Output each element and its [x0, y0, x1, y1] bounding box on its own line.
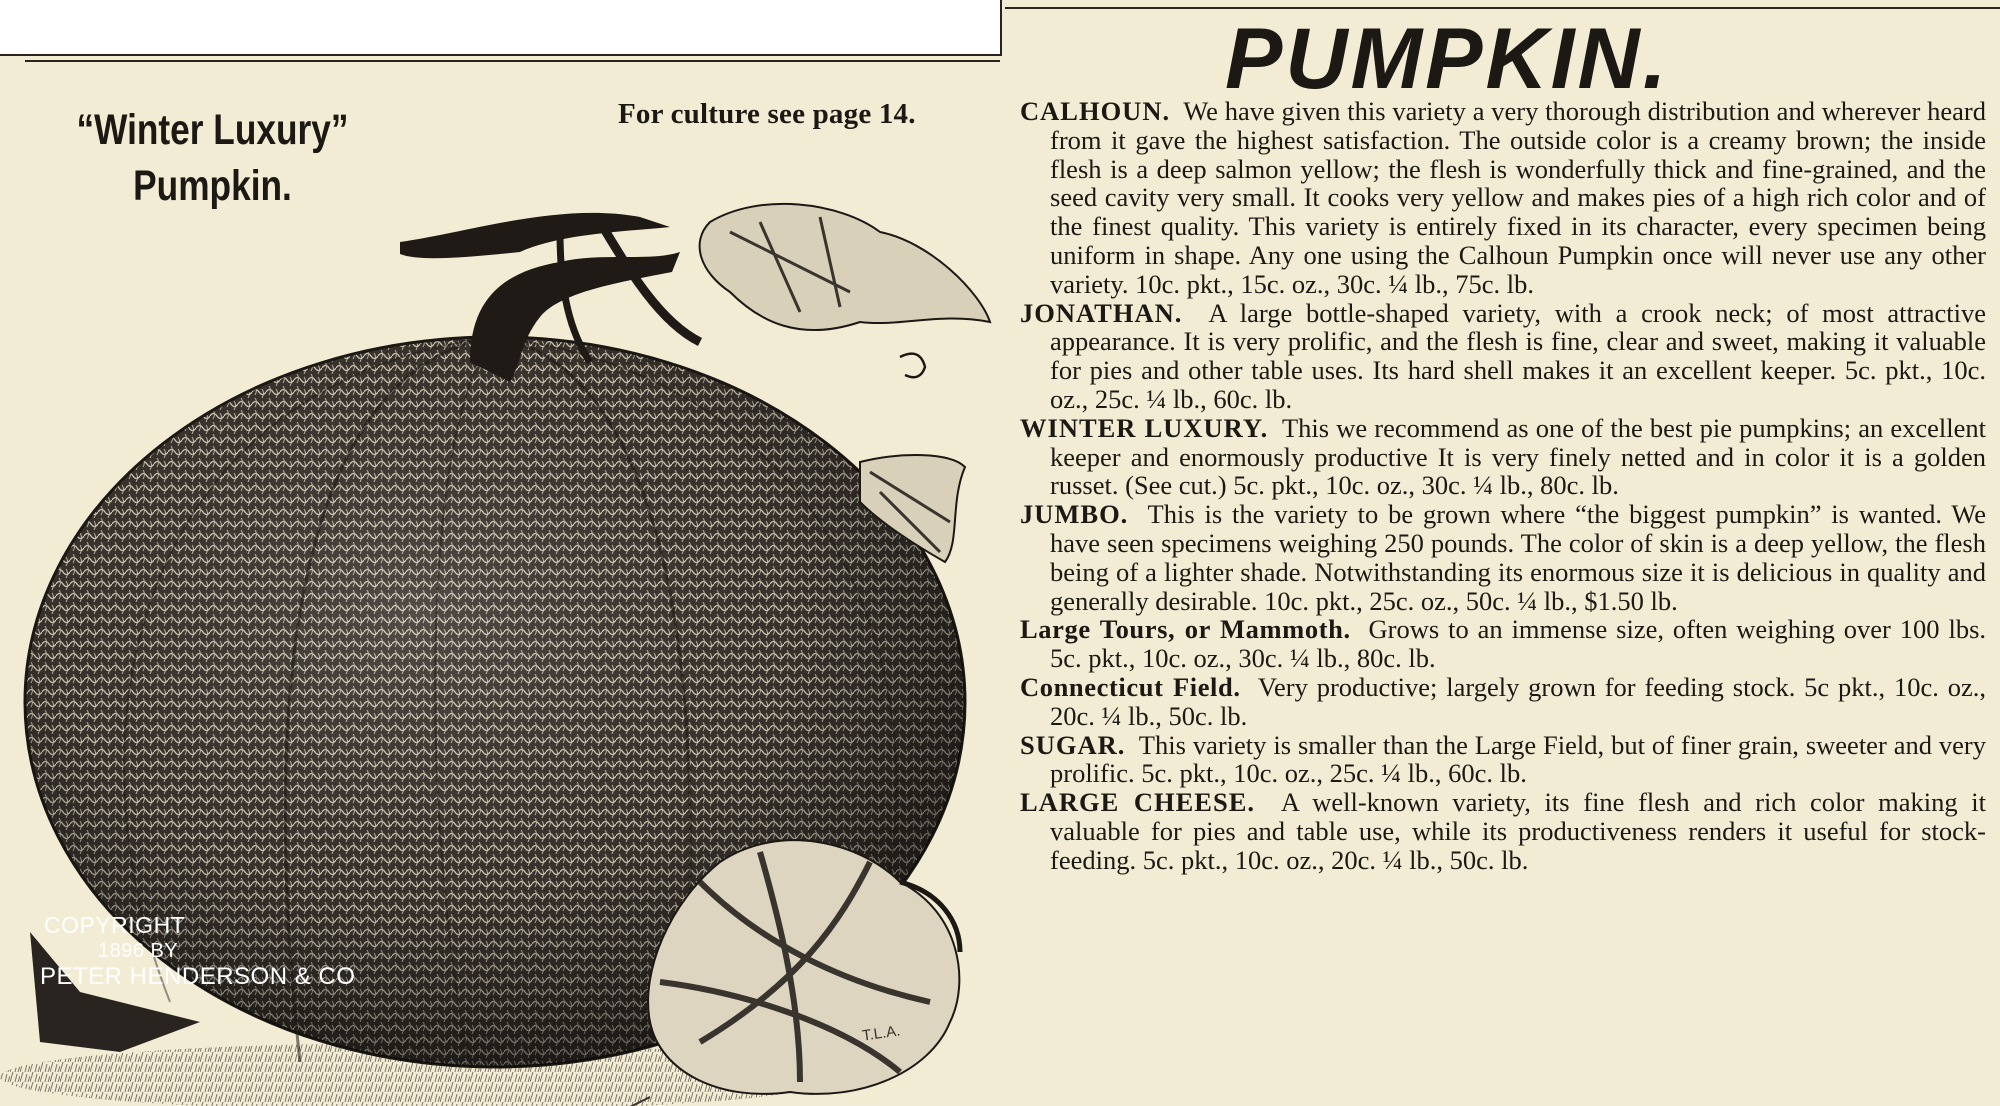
- caption-line-2: Pumpkin.: [133, 162, 292, 210]
- section-heading: PUMPKIN.: [1225, 11, 1670, 107]
- variety-list: [1020, 97, 1986, 875]
- variety-entry: [1020, 673, 1986, 731]
- variety-description: This we recommend as one of the best pie pumpkins; an excellent keeper and enormously productive It is very finely netted and in color it is a golden russet. (See cut.) 5c. pkt., 10c. oz., 30c. ¼ lb., 80c. lb.: [1050, 412, 1986, 501]
- variety-name: Connecticut Field.: [1020, 671, 1241, 702]
- variety-name: CALHOUN.: [1020, 96, 1171, 126]
- variety-name: Large Tours, or Mammoth.: [1020, 614, 1351, 645]
- variety-entry: [1020, 299, 1986, 414]
- variety-entry: [1020, 615, 1986, 673]
- copyright-line-1: COPYRIGHT: [44, 912, 186, 938]
- caption-line-1: “Winter Luxury”: [76, 106, 349, 154]
- variety-entry: [1020, 788, 1986, 874]
- variety-name: SUGAR.: [1020, 729, 1126, 760]
- variety-name: JUMBO.: [1020, 499, 1129, 530]
- blank-header-area: [0, 0, 1002, 56]
- culture-note: For culture see page 14.: [618, 98, 916, 130]
- variety-description: This variety is smaller than the Large Field, but of finer grain, sweeter and very prolific. 5c. pkt., 10c. oz., 25c. ¼ lb., 60c. lb.: [1050, 729, 1986, 789]
- variety-entry: [1020, 97, 1986, 299]
- variety-description: We have given this variety a very thorough distribution and wherever heard from it gave the highest satisfaction. The outside color is a creamy brown; the inside flesh is a deep salmon yellow; the flesh is wonderfully thick and fine-grained, and the seed cavity very small. It cooks very yellow and makes pies of a high rich color and of the finest quality. This variety is entirely fixed in its character, every specimen being uniform in shape. Any one using the Calhoun Pumpkin once will never use any other variety. 10c. pkt., 15c. oz., 30c. ¼ lb., 75c. lb.: [1050, 96, 1986, 299]
- variety-name: LARGE CHEESE.: [1020, 787, 1256, 818]
- variety-name: JONATHAN.: [1020, 297, 1183, 328]
- variety-description: A large bottle-shaped variety, with a crook neck; of most attractive appearance. It is very prolific, and the flesh is fine, clear and sweet, making it valuable for pies and other table uses. Its hard shell makes it an excellent keeper. 5c. pkt., 10c. oz., 25c. ¼ lb., 60c. lb.: [1050, 297, 1986, 414]
- variety-description: Grows to an immense size, often weighing over 100 lbs. 5c. pkt., 10c. oz., 30c. ¼ lb., 80c. lb.: [1050, 614, 1987, 674]
- variety-entry: [1020, 500, 1986, 615]
- variety-description: A well-known variety, its fine flesh and rich color making it valuable for pies and table use, while its productiveness renders it useful for stock-feeding. 5c. pkt., 10c. oz., 20c. ¼ lb., 50c. lb.: [1050, 787, 1986, 875]
- variety-description: Very productive; largely grown for feeding stock. 5c pkt., 10c. oz., 20c. ¼ lb., 50c. lb.: [1050, 671, 1986, 731]
- variety-entry: [1020, 414, 1986, 500]
- copyright-line-2: 1896 BY: [98, 940, 179, 962]
- left-panel: [0, 62, 1005, 1106]
- artist-mark: T.L.A.: [861, 1022, 902, 1045]
- copyright-notice: [40, 912, 355, 990]
- variety-name: WINTER LUXURY.: [1020, 412, 1269, 443]
- variety-description: This is the variety to be grown where “the biggest pumpkin” is wanted. We have seen specimens weighing 250 pounds. The color of skin is a deep yellow, the flesh being of a lighter shade. Notwithstanding its enormous size it is delicious in quality and generally desirable. 10c. pkt., 25c. oz., 50c. ¼ lb., $1.50 lb.: [1050, 499, 1986, 616]
- right-panel: [1020, 0, 1988, 1106]
- copyright-line-3: PETER HENDERSON & CO: [40, 963, 356, 990]
- variety-entry: [1020, 731, 1986, 789]
